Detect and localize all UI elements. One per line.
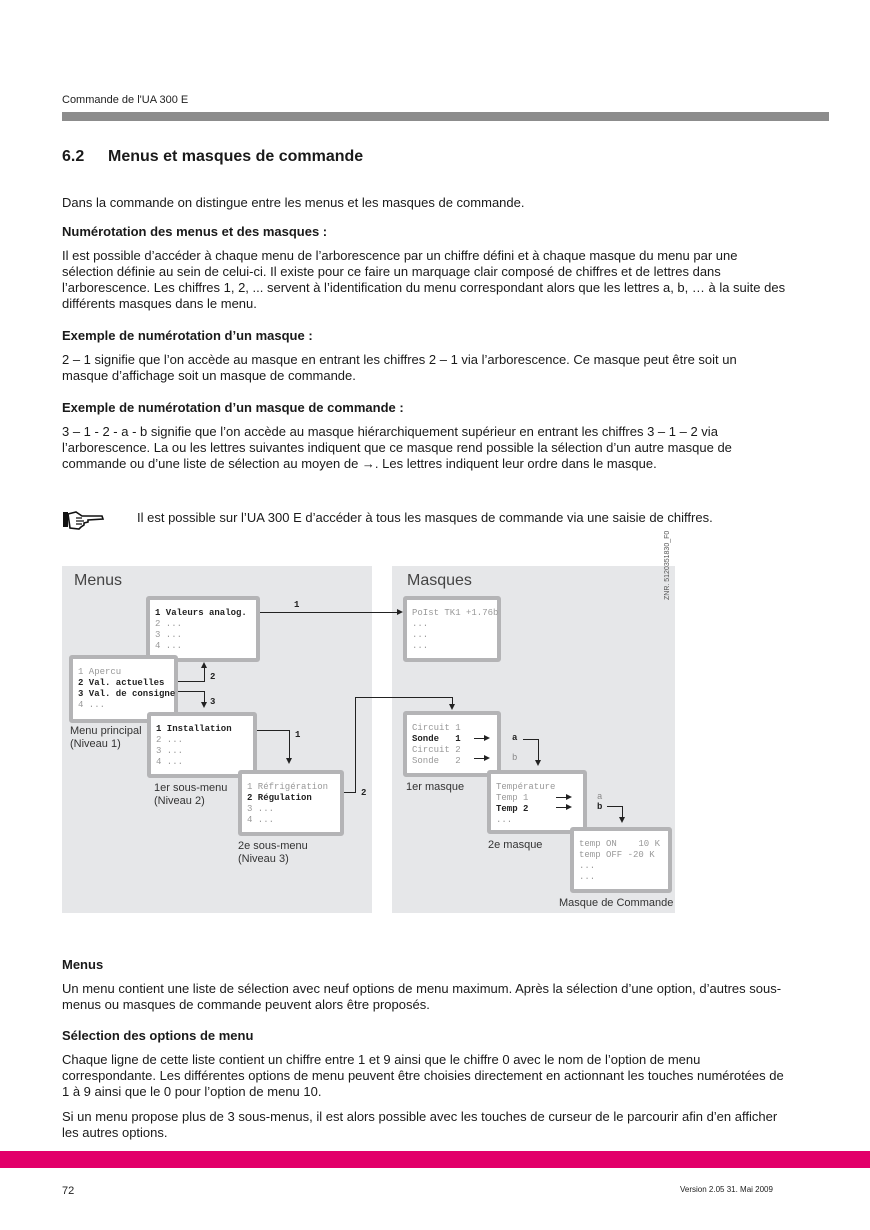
command-mask-box: [570, 827, 672, 893]
section-title: [62, 148, 363, 166]
menu-line: 3 ...: [156, 746, 184, 756]
mask-2-label: 2e masque: [488, 839, 543, 851]
arrow-up-icon: [201, 662, 207, 668]
arrow-right-icon: [566, 804, 572, 810]
menu-line: 3 ...: [155, 630, 183, 640]
label-line: 2e sous-menu: [238, 840, 308, 852]
mask-line: ...: [579, 861, 596, 871]
menus-panel-title: Menus: [74, 572, 123, 589]
mask-line: ...: [412, 641, 429, 651]
label-line: (Niveau 3): [238, 853, 289, 865]
mask-1-label: 1er masque: [406, 781, 465, 793]
arrow-down-icon: [286, 758, 292, 764]
numbering-paragraph: Il est possible d’accéder à chaque menu de l’arborescence par un chiffre défini et à chaque masque du menu par une sélection définie au sein de celui-ci. Il existe pour ce faire un marquage clair composé de chiffres et de lettres dans l’arborescence. Les chiffres 1, 2, ... servent à l’identification du menu correspondant alors que les lettres a, b, … à la suite des différents masques dans le menu.: [62, 248, 786, 311]
connector-line: [474, 758, 484, 759]
submenu-1-box: [147, 712, 257, 778]
connector-line: [355, 697, 356, 793]
arrow-right-icon: [484, 735, 490, 741]
submenu-2-box: [238, 770, 344, 836]
menu-line: 2 Val. actuelles: [78, 678, 165, 688]
example-mask-paragraph: 2 – 1 signifie que l’on accède au masque en entrant les chiffres 2 – 1 via l’arborescence. Ce masque peut être soit un masque d’affichage soit un masque de commande.: [62, 352, 737, 383]
selection-heading: Sélection des options de menu: [62, 1028, 254, 1043]
connector-line: [523, 739, 539, 740]
mask-line: ...: [579, 872, 596, 882]
mask-line: ...: [412, 619, 429, 629]
arrow-right-icon: [484, 755, 490, 761]
connector-label: 2: [210, 672, 216, 682]
menu-line: 2 ...: [155, 619, 183, 629]
numbering-heading: Numérotation des menus et des masques :: [62, 224, 328, 239]
selection-paragraph-2: Si un menu propose plus de 3 sous-menus, il est alors possible avec les touches de curseur de le parcourir afin d’en afficher les autres options.: [62, 1109, 778, 1140]
menus-paragraph: Un menu contient une liste de sélection avec neuf options de menu maximum. Après la sélection d’une option, d’autres sous-menus ou masques de commande peuvent alors être proposés.: [62, 981, 782, 1012]
connector-line: [257, 730, 290, 731]
arrow-down-icon: [201, 702, 207, 708]
menu-line: 1 Installation: [156, 724, 232, 734]
connector-label: 3: [210, 697, 216, 707]
arrow-down-icon: [449, 704, 455, 710]
mask-line: ...: [496, 815, 513, 825]
connector-label: 1: [294, 600, 300, 610]
intro-paragraph: Dans la commande on distingue entre les menus et les masques de commande.: [62, 195, 525, 210]
example-mask-heading: Exemple de numérotation d’un masque :: [62, 328, 313, 343]
connector-line: [556, 797, 566, 798]
mask-line: ...: [412, 630, 429, 640]
arrow-down-icon: [619, 817, 625, 823]
submenu-1-label: [154, 782, 227, 808]
display-mask-box: [403, 596, 501, 662]
menu-line: 3 ...: [247, 804, 275, 814]
selection-paragraph-1: Chaque ligne de cette liste contient un chiffre entre 1 et 9 ainsi que le chiffre 0 avec le nom de l’option de menu correspondante. Les différentes options de menu peuvent être choisies directement en actionnant les touches numérotées de 1 à 9 ainsi que le 0 pour l’option de menu 10.: [62, 1052, 784, 1099]
connector-line: [204, 666, 205, 682]
mask-line: Circuit 2: [412, 745, 461, 755]
section-number: 6.2: [62, 148, 85, 165]
connector-label: a: [597, 792, 603, 802]
menu-line: 4 ...: [247, 815, 275, 825]
masques-panel-title: Masques: [407, 572, 472, 589]
analog-values-menu-box: [146, 596, 260, 662]
mask-line: Temp 1: [496, 793, 529, 803]
connector-line: [538, 739, 539, 761]
version-info: Version 2.05 31. Mai 2009: [680, 1185, 773, 1194]
menu-line: 3 Val. de consigne: [78, 689, 176, 699]
connector-label: 2: [361, 788, 367, 798]
example-command-heading: Exemple de numérotation d’un masque de commande :: [62, 400, 404, 415]
example-command-paragraph: 3 – 1 - 2 - a - b signifie que l’on accède au masque hiérarchiquement supérieur en entrant les chiffres 3 – 1 – 2 via l’arborescence. La ou les lettres suivantes indiquent que ce masque rend possible la sélection d’un autre masque de commande ou d’une liste de sélection au moyen de →. Les lettres indiquent leur ordre dans le masque.: [62, 424, 732, 471]
mask-line: Sonde 1: [412, 734, 461, 744]
page-number: 72: [62, 1185, 75, 1197]
menu-line: 4 ...: [155, 641, 183, 651]
running-head: Commande de l'UA 300 E: [62, 94, 189, 106]
connector-line: [474, 738, 484, 739]
connector-line: [607, 806, 623, 807]
main-menu-label: [70, 725, 142, 751]
connector-label: b: [597, 802, 603, 812]
label-line: (Niveau 2): [154, 795, 205, 807]
arrow-right-icon: [566, 794, 572, 800]
mask-line: Circuit 1: [412, 723, 461, 733]
mask-2-box: [487, 770, 587, 834]
connector-label: 1: [295, 730, 301, 740]
section-title-text: Menus et masques de commande: [108, 148, 364, 165]
mask-line: temp OFF -20 K: [579, 850, 655, 860]
mask-1-box: [403, 711, 501, 777]
menu-line: 4 ...: [78, 700, 106, 710]
connector-line: [178, 681, 204, 682]
menus-heading: Menus: [62, 957, 104, 972]
command-mask-label: Masque de Commande: [559, 897, 674, 909]
label-line: 1er sous-menu: [154, 782, 228, 794]
figure-reference: ZNR. 5120351830_F0: [664, 530, 671, 600]
menu-line: 2 ...: [156, 735, 184, 745]
header-bar: [62, 112, 829, 121]
arrow-right-icon: [397, 609, 403, 615]
connector-line: [178, 691, 204, 692]
mask-line: Sonde 2: [412, 756, 461, 766]
menu-line: 1 Apercu: [78, 667, 122, 677]
submenu-2-label: [238, 840, 308, 866]
connector-line: [355, 697, 453, 698]
mask-line: Température: [496, 782, 556, 792]
menu-line: 1 Valeurs analog.: [155, 608, 247, 618]
connector-label: a: [512, 733, 518, 743]
mask-line: temp ON 10 K: [579, 839, 661, 849]
label-line: (Niveau 1): [70, 738, 121, 750]
connector-line: [556, 807, 566, 808]
connector-label: b: [512, 753, 518, 763]
menu-line: 2 Régulation: [247, 793, 312, 803]
label-line: Menu principal: [70, 725, 142, 737]
pointing-hand-icon: [62, 508, 106, 532]
connector-line: [289, 730, 290, 758]
mask-line: PoIst TK1 +1.76b: [412, 608, 499, 618]
arrow-down-icon: [535, 760, 541, 766]
menu-line: 1 Réfrigération: [247, 782, 329, 792]
mask-line: Temp 2: [496, 804, 529, 814]
footer-accent-bar: [0, 1151, 870, 1168]
note-text: Il est possible sur l’UA 300 E d’accéder à tous les masques de commande via une saisie de chiffres.: [137, 510, 713, 525]
connector-line: [260, 612, 397, 613]
menu-line: 4 ...: [156, 757, 184, 767]
